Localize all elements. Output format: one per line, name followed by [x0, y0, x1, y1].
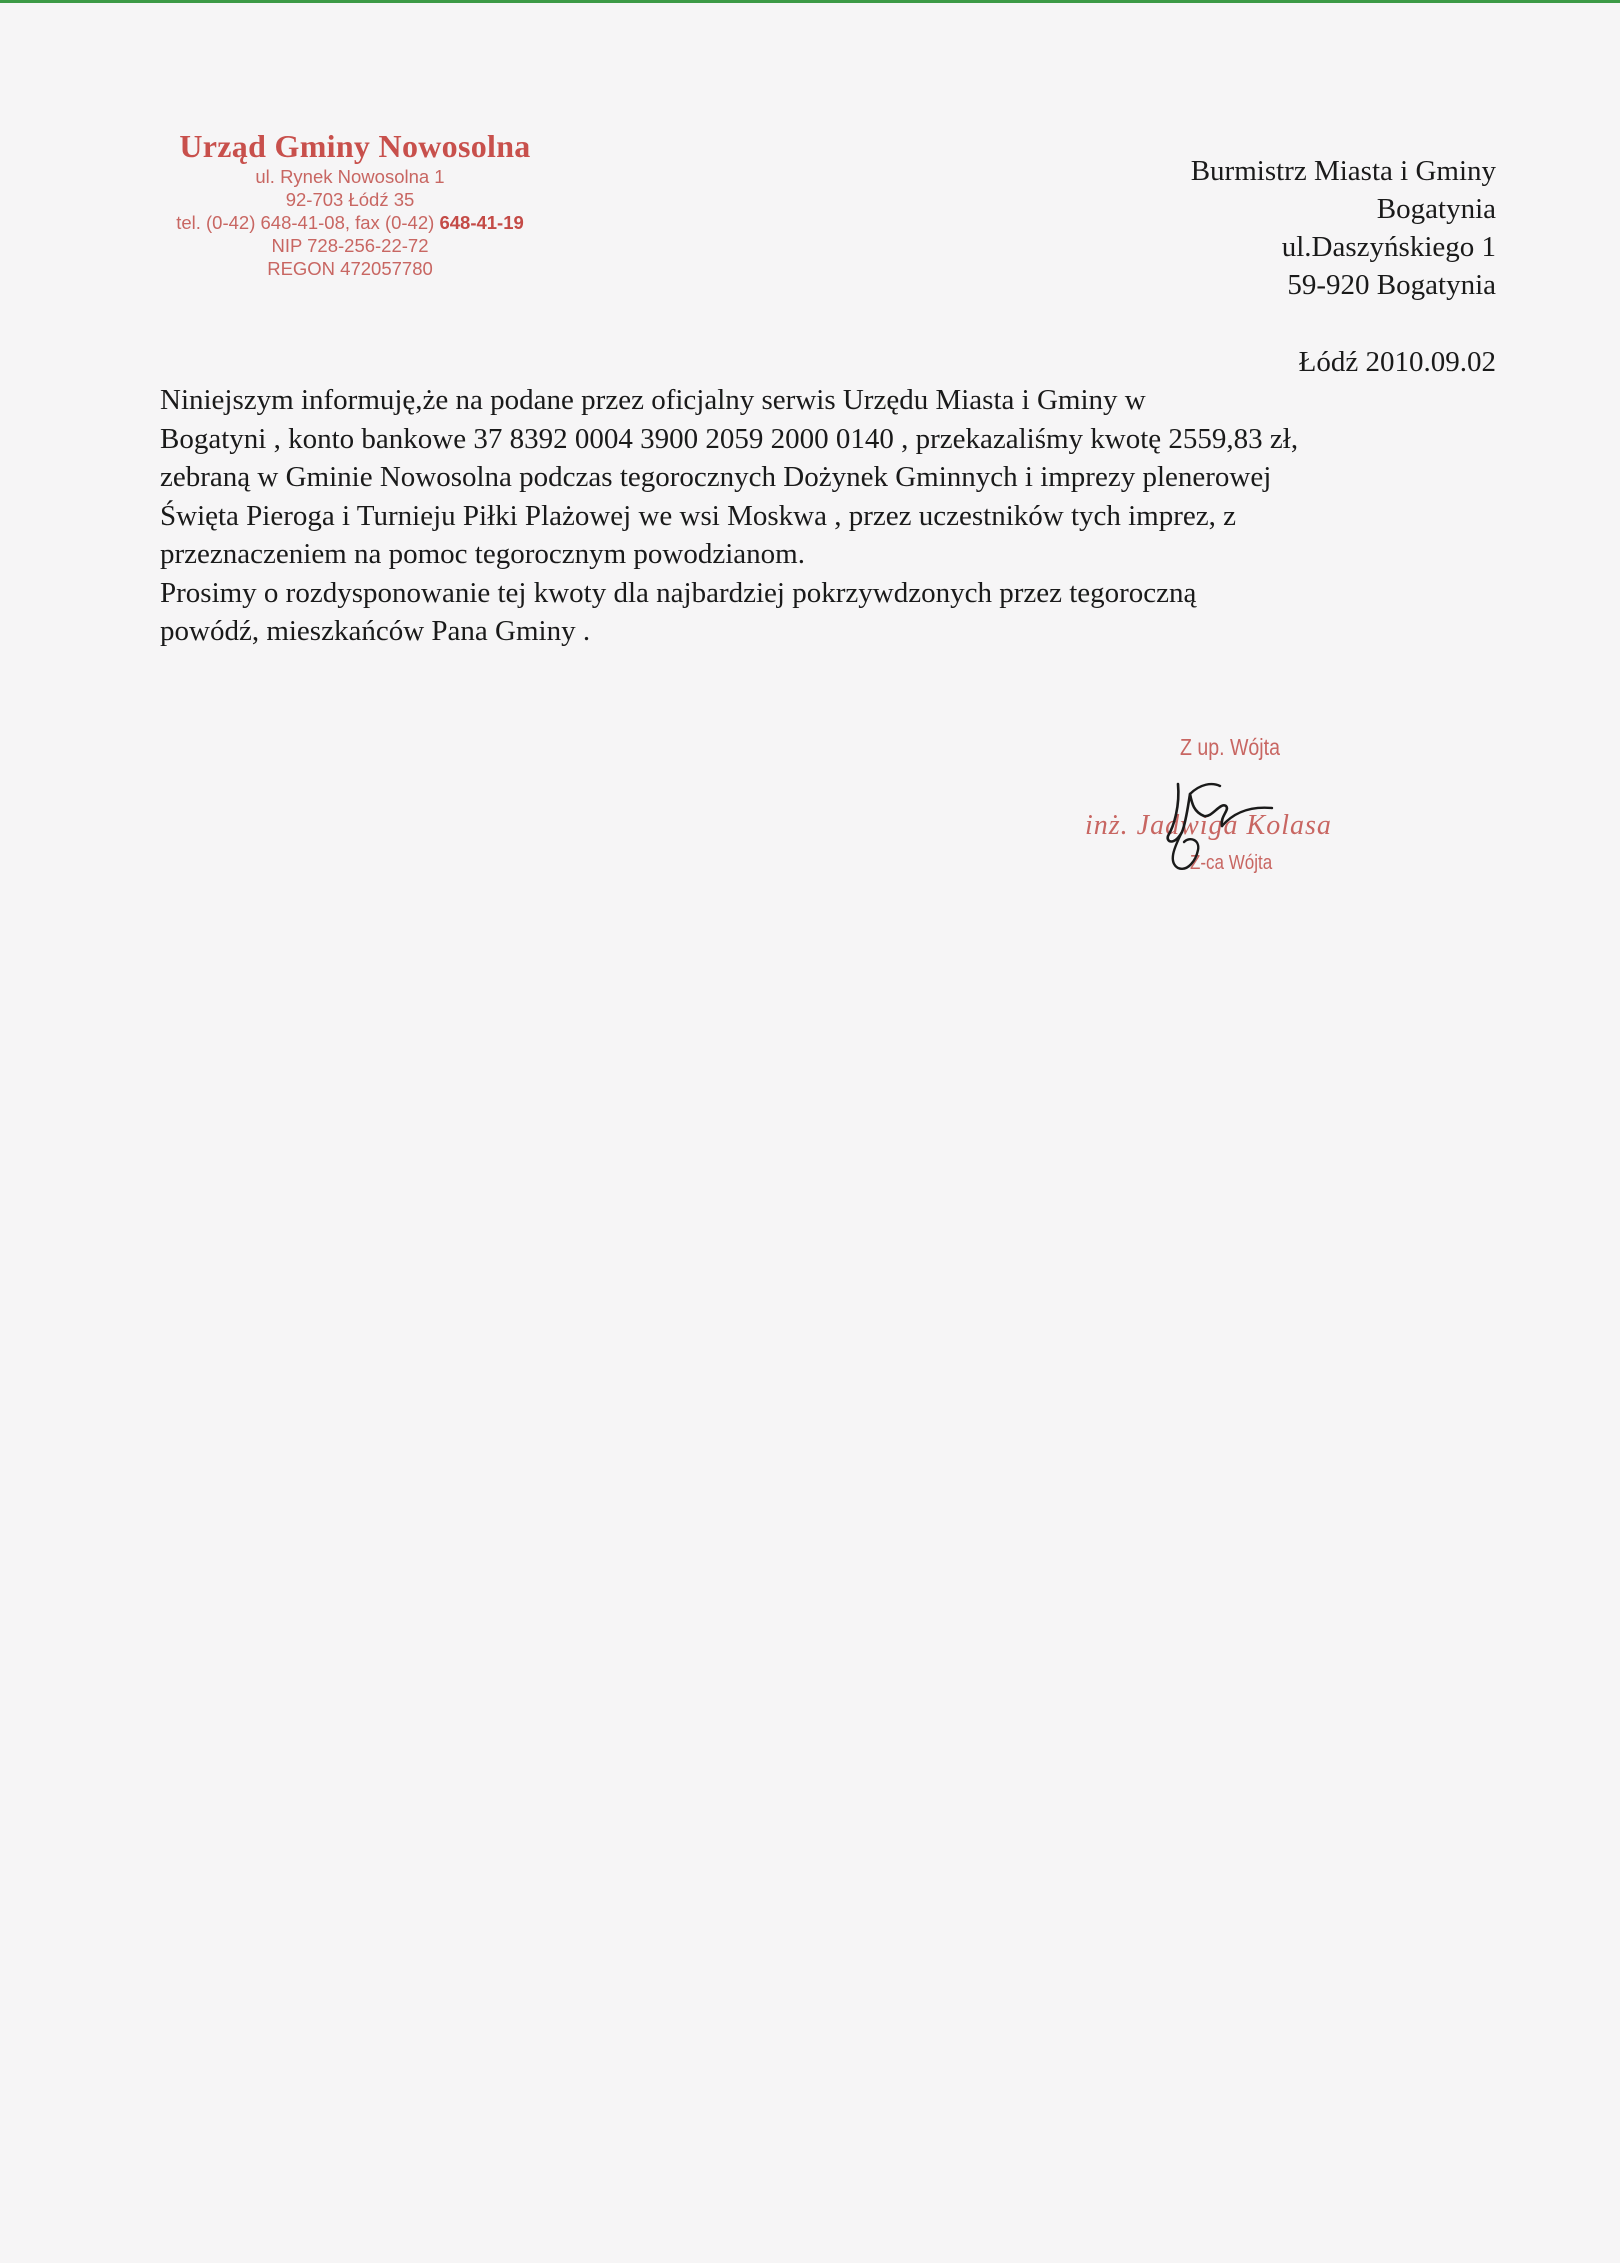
addressee-line-1: Burmistrz Miasta i Gminy	[1190, 155, 1496, 187]
letterhead-fax-number: 648-41-19	[439, 212, 524, 233]
letterhead-city: 92-703 Łódź 35	[285, 189, 415, 210]
letterhead-phone: tel. (0-42) 648-41-08, fax (0-42)	[176, 212, 440, 233]
top-border-line	[0, 0, 1620, 3]
addressee-block	[1191, 152, 1496, 304]
letterhead-contacts	[150, 211, 550, 234]
signature-stamp-name: inż. Jadwiga Kolasa	[1085, 810, 1332, 841]
addressee-line-2: Bogatynia	[1376, 193, 1496, 225]
letterhead-street: ul. Rynek Nowosolna 1	[255, 166, 445, 187]
signature-stamp-line-1: Z up. Wójta	[1180, 734, 1280, 760]
letterhead-nip: NIP 728-256-22-72	[271, 235, 429, 256]
body-paragraph-1: Niniejszym informuję,że na podane przez oficjalny serwis Urzędu Miasta i Gminy w Bogatyni , konto bankowe 37 8392 0004 3900 2059 2000 0140 , przekazaliśmy kwotę 2559,83 zł, zebraną w Gminie Nowosolna podczas tegorocznych Dożynek Gminnych i imprezy plenerowej Święta Pieroga i Turnieju Piłki Plażowej we wsi Moskwa , przez uczestników tych imprez, z przeznaczeniem na pomoc tegorocznym powodzianom.	[160, 384, 1299, 570]
letterhead-title: Urząd Gminy Nowosolna	[179, 128, 531, 164]
handwritten-signature	[1160, 776, 1280, 876]
letterhead-regon: REGON 472057780	[267, 258, 433, 279]
body-paragraph-2: Prosimy o rozdysponowanie tej kwoty dla najbardziej pokrzywdzonych przez tegoroczną powódź, mieszkańców Pana Gminy .	[160, 576, 1197, 647]
signature-stamp-position: Z-ca Wójta	[1190, 852, 1273, 874]
letterhead-stamp	[150, 128, 550, 280]
letter-body	[160, 381, 1500, 651]
letter-date: Łódź 2010.09.02	[1298, 346, 1496, 378]
addressee-line-4: 59-920 Bogatynia	[1287, 269, 1496, 301]
addressee-line-3: ul.Daszyńskiego 1	[1281, 231, 1496, 263]
